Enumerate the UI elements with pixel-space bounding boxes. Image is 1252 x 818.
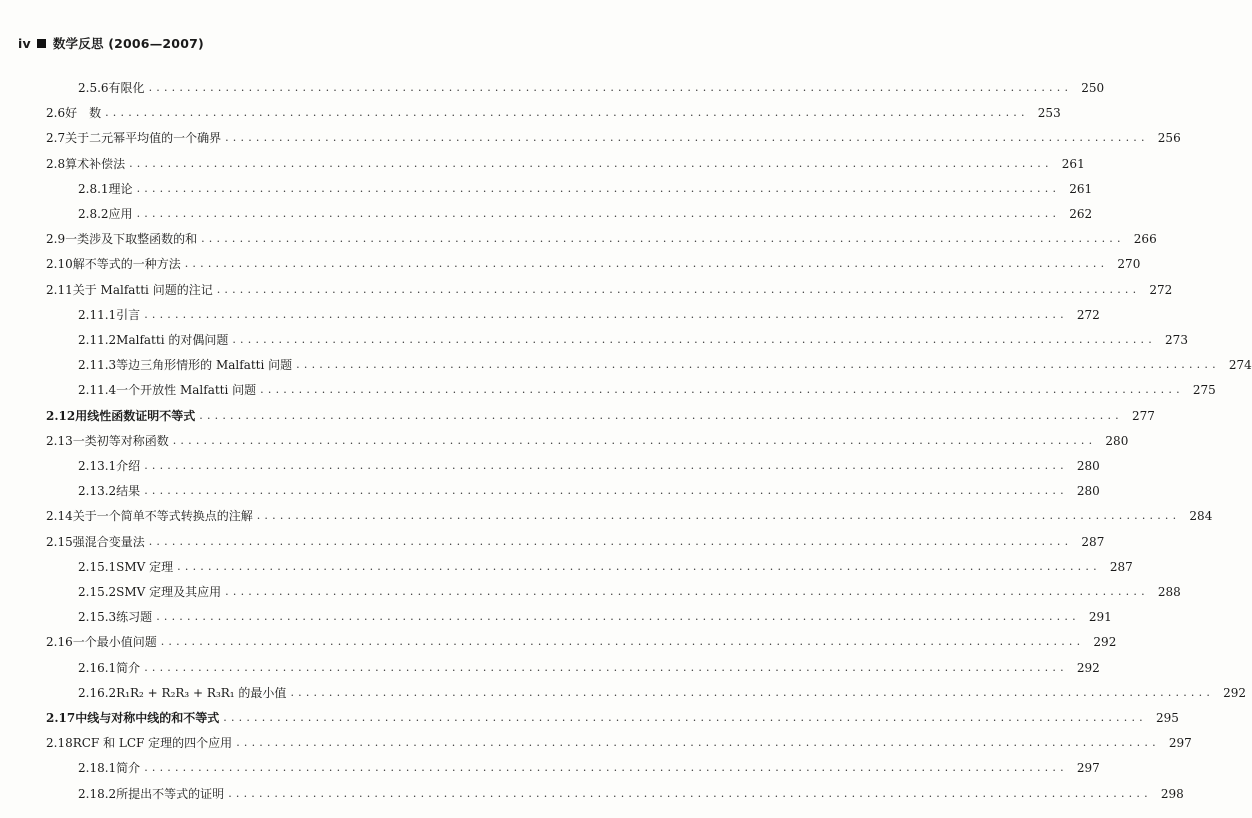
toc-entry-title: 算术补偿法	[65, 156, 126, 171]
toc-entry[interactable]	[78, 78, 1105, 98]
dot-leader: ........................................................................................................................	[177, 559, 1101, 573]
toc-entry-page-number: 292	[1093, 635, 1117, 650]
toc-entry-page-number: 288	[1157, 585, 1181, 599]
toc-entry-title: Malfatti 的对偶问题	[116, 333, 229, 347]
toc-entry-page-number: 298	[1160, 786, 1184, 801]
toc-entry[interactable]	[78, 330, 1188, 350]
toc-entry[interactable]	[46, 632, 1117, 652]
toc-entry-number: 2.18	[46, 736, 73, 751]
toc-entry-title: 关于 Malfatti 问题的注记	[72, 282, 213, 297]
toc-entry-page-number: 270	[1117, 257, 1141, 272]
dot-leader: ........................................................................................................................	[160, 635, 1085, 649]
dot-leader: ........................................................................................................................	[225, 585, 1149, 598]
dot-leader: ........................................................................................................................	[296, 358, 1220, 372]
dot-leader: ........................................................................................................................	[232, 333, 1156, 346]
dot-leader: ........................................................................................................................	[105, 106, 1029, 120]
toc-entry-number: 2.15.1	[78, 559, 117, 574]
toc-entry[interactable]	[46, 154, 1085, 174]
toc-entry-title: 中线与对称中线的和不等式	[75, 711, 220, 725]
dot-leader: ........................................................................................................................	[144, 307, 1068, 321]
toc-entry-number: 2.16.1	[78, 660, 117, 675]
toc-entry-page-number: 287	[1081, 534, 1105, 549]
dot-leader: ........................................................................................................................	[256, 509, 1181, 523]
toc-entry-number: 2.15.3	[78, 610, 117, 625]
toc-entry-title: 所提出不等式的证明	[116, 786, 225, 801]
toc-entry-number: 2.16.2	[78, 685, 117, 700]
toc-entry-title: SMV 定理及其应用	[116, 585, 222, 599]
toc-entry-title: 强混合变量法	[72, 534, 145, 549]
toc-entry[interactable]	[78, 481, 1100, 501]
dot-leader: ........................................................................................................................	[216, 282, 1141, 296]
toc-entry[interactable]	[46, 280, 1173, 300]
toc-entry-title: 一个开放性 Malfatti 问题	[116, 383, 257, 398]
toc-entry-title: 理论	[108, 181, 133, 196]
toc-entry-title: 练习题	[116, 610, 153, 625]
toc-entry[interactable]	[78, 683, 1247, 703]
toc-entry-number: 2.10	[46, 257, 73, 272]
page-roman-numeral: iv	[18, 35, 31, 51]
toc-entry[interactable]	[78, 607, 1112, 627]
dot-leader: ........................................................................................................................	[136, 207, 1061, 220]
toc-entry-number: 2.18.2	[78, 786, 117, 801]
toc-entry-title: 一个最小值问题	[72, 635, 157, 650]
toc-entry[interactable]	[46, 128, 1181, 148]
toc-entry-page-number: 275	[1192, 383, 1216, 398]
toc-entry-title: 结果	[116, 484, 141, 499]
dot-leader: ........................................................................................................................	[223, 711, 1147, 724]
toc-entry-page-number: 272	[1076, 307, 1100, 322]
dot-leader: ........................................................................................................................	[144, 484, 1068, 498]
dot-leader: ........................................................................................................................	[236, 736, 1160, 750]
dot-leader: ........................................................................................................................	[129, 156, 1053, 170]
toc-entry-page-number: 253	[1037, 106, 1061, 121]
dot-leader: ........................................................................................................................	[144, 459, 1068, 472]
toc-entry-page-number: 280	[1105, 433, 1129, 448]
toc-entry-number: 2.12	[46, 408, 76, 423]
toc-entry-number: 2.13.2	[78, 484, 117, 499]
toc-entry-title: 引言	[116, 307, 141, 322]
toc-entry-title: RCF 和 LCF 定理的四个应用	[72, 736, 233, 751]
toc-entry-page-number: 262	[1069, 207, 1093, 221]
toc-entry-title: 等边三角形情形的 Malfatti 问题	[116, 358, 293, 373]
toc-entry-page-number: 292	[1223, 685, 1247, 700]
toc-entry-number: 2.5.6	[78, 81, 109, 95]
toc-entry-page-number: 297	[1168, 736, 1192, 751]
toc-entry[interactable]	[46, 506, 1213, 526]
toc-entry[interactable]	[78, 784, 1184, 804]
toc-entry-number: 2.18.1	[78, 761, 117, 776]
toc-entry-page-number: 266	[1133, 232, 1157, 247]
toc-entry-page-number: 250	[1081, 81, 1105, 95]
toc-entry[interactable]	[46, 431, 1129, 451]
toc-entry-page-number: 284	[1189, 509, 1213, 524]
toc-entry[interactable]	[78, 456, 1100, 476]
toc-entry-number: 2.13.1	[78, 459, 117, 473]
toc-entry[interactable]	[46, 229, 1157, 249]
toc-entry-page-number: 261	[1069, 181, 1093, 196]
running-header	[18, 34, 204, 52]
toc-entry-title: 一类涉及下取整函数的和	[65, 232, 198, 247]
toc-entry-title: R₁R₂ + R₂R₃ + R₃R₁ 的最小值	[116, 685, 287, 700]
toc-entry-number: 2.11.1	[78, 307, 117, 322]
dot-leader: ........................................................................................................................	[260, 383, 1184, 397]
toc-entry-page-number: 272	[1149, 282, 1173, 297]
toc-entry[interactable]	[46, 708, 1179, 728]
dot-leader: ........................................................................................................................	[144, 761, 1068, 775]
toc-entry-number: 2.11.4	[78, 383, 117, 398]
toc-entry-page-number: 280	[1076, 484, 1100, 499]
dot-leader: ........................................................................................................................	[225, 131, 1149, 145]
toc-entry-title: 简介	[116, 761, 141, 776]
toc-entry[interactable]	[78, 204, 1093, 224]
toc-entry-page-number: 256	[1157, 131, 1181, 146]
dot-leader: ........................................................................................................................	[199, 408, 1123, 422]
toc-entry-number: 2.11.2	[78, 333, 117, 347]
dot-leader: ........................................................................................................................	[228, 786, 1152, 800]
book-title: 数学反思 (2006—2007)	[52, 36, 204, 51]
toc-entry-page-number: 273	[1165, 333, 1188, 347]
dot-leader: ........................................................................................................................	[144, 660, 1068, 674]
toc-entry-number: 2.17	[46, 711, 76, 725]
square-bullet-icon	[37, 39, 46, 48]
toc-entry-page-number: 297	[1076, 761, 1100, 776]
toc-entry[interactable]	[78, 582, 1181, 602]
toc-entry-page-number: 295	[1155, 711, 1179, 725]
toc-entry-number: 2.8	[46, 156, 66, 171]
toc-entry-title: 应用	[108, 207, 133, 221]
toc-entry[interactable]	[46, 532, 1105, 552]
toc-entry-page-number: 287	[1109, 559, 1133, 574]
toc-entry-number: 2.11	[46, 282, 73, 297]
toc-entry[interactable]	[46, 254, 1141, 274]
toc-entry[interactable]	[46, 103, 1061, 123]
toc-entry-number: 2.14	[46, 509, 73, 524]
toc-entry-title: 关于一个简单不等式转换点的注解	[72, 509, 253, 524]
toc-entry[interactable]	[78, 758, 1100, 778]
toc-entry-page-number: 292	[1076, 660, 1100, 675]
toc-entry-page-number: 261	[1061, 156, 1085, 171]
toc-entry[interactable]	[78, 355, 1252, 375]
toc-entry-title: 解不等式的一种方法	[72, 257, 181, 272]
toc-entry-number: 2.16	[46, 635, 73, 650]
toc-entry-title: 简介	[116, 660, 141, 675]
toc-entry-title: 用线性函数证明不等式	[75, 408, 196, 423]
toc-entry-title: 介绍	[116, 459, 141, 473]
toc-entry-title: 有限化	[108, 81, 145, 95]
dot-leader: ........................................................................................................................	[201, 232, 1125, 246]
toc-entry-number: 2.11.3	[78, 358, 117, 373]
toc-entry-number: 2.7	[46, 131, 66, 146]
dot-leader: ........................................................................................................................	[148, 81, 1073, 94]
toc-entry[interactable]	[78, 179, 1093, 199]
toc-entry-title: SMV 定理	[116, 559, 174, 574]
toc-entry-title: 好 数	[65, 106, 102, 121]
dot-leader: ........................................................................................................................	[156, 610, 1080, 624]
toc-entry[interactable]	[46, 406, 1155, 426]
dot-leader: ........................................................................................................................	[290, 685, 1215, 699]
toc-entry-number: 2.8.1	[78, 181, 109, 196]
dot-leader: ........................................................................................................................	[184, 257, 1109, 271]
toc-entry-page-number: 274	[1228, 358, 1252, 373]
toc-entry-number: 2.9	[46, 232, 66, 247]
dot-leader: ........................................................................................................................	[136, 181, 1061, 195]
toc-entry-number: 2.6	[46, 106, 66, 121]
toc-entry-page-number: 280	[1076, 459, 1100, 473]
toc-entry[interactable]	[78, 557, 1133, 577]
toc-entry-number: 2.13	[46, 433, 73, 448]
toc-entry-title: 一类初等对称函数	[72, 433, 169, 448]
toc-entry-page-number: 291	[1088, 610, 1112, 625]
toc-entry-title: 关于二元幂平均值的一个确界	[65, 131, 222, 146]
toc-entry-number: 2.15.2	[78, 585, 117, 599]
dot-leader: ........................................................................................................................	[148, 534, 1073, 548]
toc-entry[interactable]	[46, 733, 1192, 753]
toc-entry-number: 2.8.2	[78, 207, 109, 221]
toc-entry[interactable]	[78, 305, 1100, 325]
toc-entry-number: 2.15	[46, 534, 73, 549]
toc-entry-page-number: 277	[1131, 408, 1155, 423]
toc-entry[interactable]	[78, 658, 1100, 678]
dot-leader: ........................................................................................................................	[172, 433, 1097, 447]
toc-entry[interactable]	[78, 380, 1216, 400]
